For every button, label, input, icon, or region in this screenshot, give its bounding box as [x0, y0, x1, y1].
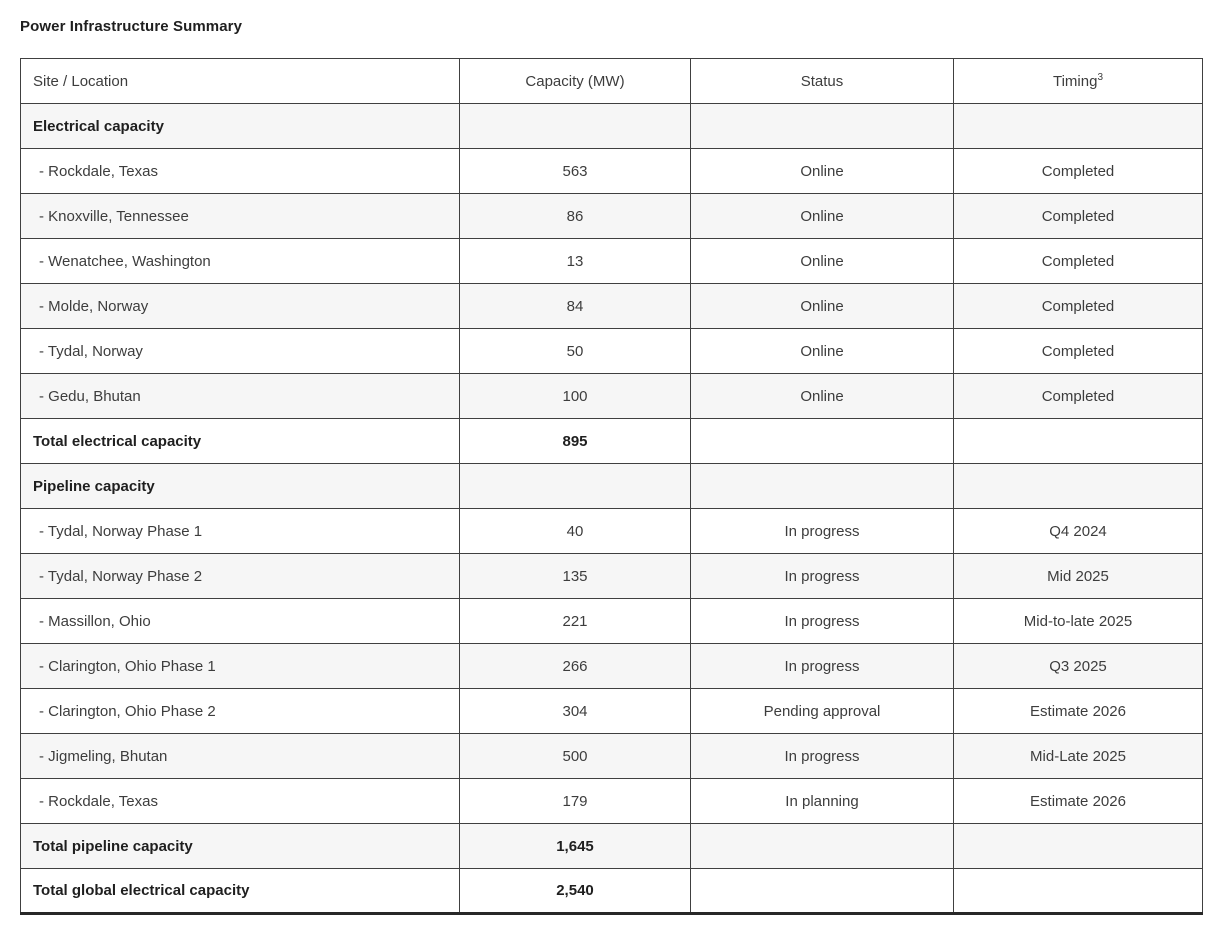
status-cell [691, 464, 954, 509]
status-cell [691, 869, 954, 914]
table-row [21, 374, 1203, 419]
table-row [21, 464, 1203, 509]
timing-cell: Mid 2025 [954, 554, 1203, 599]
page-title: Power Infrastructure Summary [20, 18, 243, 35]
capacity-cell: 266 [460, 644, 691, 689]
table-row [21, 734, 1203, 779]
table-row [21, 104, 1203, 149]
capacity-cell: 84 [460, 284, 691, 329]
capacity-cell [460, 104, 691, 149]
column-header-timing [954, 59, 1203, 104]
site-cell: Pipeline capacity [21, 464, 460, 509]
table-row [21, 689, 1203, 734]
timing-cell: Q3 2025 [954, 644, 1203, 689]
status-cell: In progress [691, 554, 954, 599]
header-row [21, 59, 1203, 104]
timing-header-label: Timing [1052, 72, 1098, 90]
capacity-cell: 179 [460, 779, 691, 824]
capacity-cell: 100 [460, 374, 691, 419]
site-cell: - Wenatchee, Washington [21, 239, 460, 284]
timing-cell [954, 464, 1203, 509]
site-cell: Electrical capacity [21, 104, 460, 149]
status-cell: In progress [691, 599, 954, 644]
status-cell: Pending approval [691, 689, 954, 734]
capacity-cell: 13 [460, 239, 691, 284]
capacity-cell: 1,645 [460, 824, 691, 869]
site-cell: - Gedu, Bhutan [21, 374, 460, 419]
column-header-capacity-mw: Capacity (MW) [460, 59, 691, 104]
status-cell: Online [691, 374, 954, 419]
timing-cell: Estimate 2026 [954, 689, 1203, 734]
table-row [21, 194, 1203, 239]
site-cell: Total pipeline capacity [21, 824, 460, 869]
table-body [21, 104, 1203, 914]
timing-cell: Completed [954, 374, 1203, 419]
capacity-cell: 304 [460, 689, 691, 734]
table-row [21, 554, 1203, 599]
table-row [21, 779, 1203, 824]
timing-cell: Completed [954, 239, 1203, 284]
capacity-cell: 2,540 [460, 869, 691, 914]
table-header [21, 59, 1203, 104]
timing-cell: Mid-Late 2025 [954, 734, 1203, 779]
timing-cell: Completed [954, 149, 1203, 194]
site-cell: - Rockdale, Texas [21, 779, 460, 824]
timing-cell: Completed [954, 284, 1203, 329]
status-cell: Online [691, 194, 954, 239]
site-cell: - Clarington, Ohio Phase 2 [21, 689, 460, 734]
status-cell: In progress [691, 644, 954, 689]
status-cell: Online [691, 329, 954, 374]
status-cell: In progress [691, 509, 954, 554]
table-row [21, 329, 1203, 374]
table-row [21, 419, 1203, 464]
timing-cell: Q4 2024 [954, 509, 1203, 554]
site-cell: - Knoxville, Tennessee [21, 194, 460, 239]
timing-cell: Mid-to-late 2025 [954, 599, 1203, 644]
table-row [21, 284, 1203, 329]
site-cell: - Jigmeling, Bhutan [21, 734, 460, 779]
status-cell [691, 419, 954, 464]
timing-cell: Completed [954, 329, 1203, 374]
status-cell: Online [691, 149, 954, 194]
site-cell: - Molde, Norway [21, 284, 460, 329]
capacity-cell [460, 464, 691, 509]
status-cell: Online [691, 239, 954, 284]
capacity-cell: 86 [460, 194, 691, 239]
table-row [21, 644, 1203, 689]
site-cell: - Rockdale, Texas [21, 149, 460, 194]
timing-cell: Estimate 2026 [954, 779, 1203, 824]
timing-cell [954, 104, 1203, 149]
capacity-cell: 50 [460, 329, 691, 374]
site-cell: Total electrical capacity [21, 419, 460, 464]
timing-cell [954, 869, 1203, 914]
status-cell: Online [691, 284, 954, 329]
site-cell: Total global electrical capacity [21, 869, 460, 914]
capacity-cell: 895 [460, 419, 691, 464]
table-row [21, 509, 1203, 554]
table-row [21, 824, 1203, 869]
column-header-site-location: Site / Location [21, 59, 460, 104]
site-cell: - Tydal, Norway Phase 2 [21, 554, 460, 599]
status-cell: In planning [691, 779, 954, 824]
site-cell: - Tydal, Norway Phase 1 [21, 509, 460, 554]
capacity-cell: 221 [460, 599, 691, 644]
capacity-cell: 135 [460, 554, 691, 599]
table-row [21, 869, 1203, 914]
timing-cell [954, 419, 1203, 464]
timing-cell [954, 824, 1203, 869]
timing-cell: Completed [954, 194, 1203, 239]
site-cell: - Clarington, Ohio Phase 1 [21, 644, 460, 689]
capacity-cell: 40 [460, 509, 691, 554]
status-cell [691, 104, 954, 149]
column-header-status: Status [691, 59, 954, 104]
site-cell: - Massillon, Ohio [21, 599, 460, 644]
timing-footnote-marker: 3 [1097, 71, 1103, 83]
table-row [21, 599, 1203, 644]
status-cell [691, 824, 954, 869]
power-infrastructure-table [20, 58, 1203, 915]
table-row [21, 239, 1203, 284]
capacity-cell: 563 [460, 149, 691, 194]
table-row [21, 149, 1203, 194]
capacity-cell: 500 [460, 734, 691, 779]
site-cell: - Tydal, Norway [21, 329, 460, 374]
status-cell: In progress [691, 734, 954, 779]
